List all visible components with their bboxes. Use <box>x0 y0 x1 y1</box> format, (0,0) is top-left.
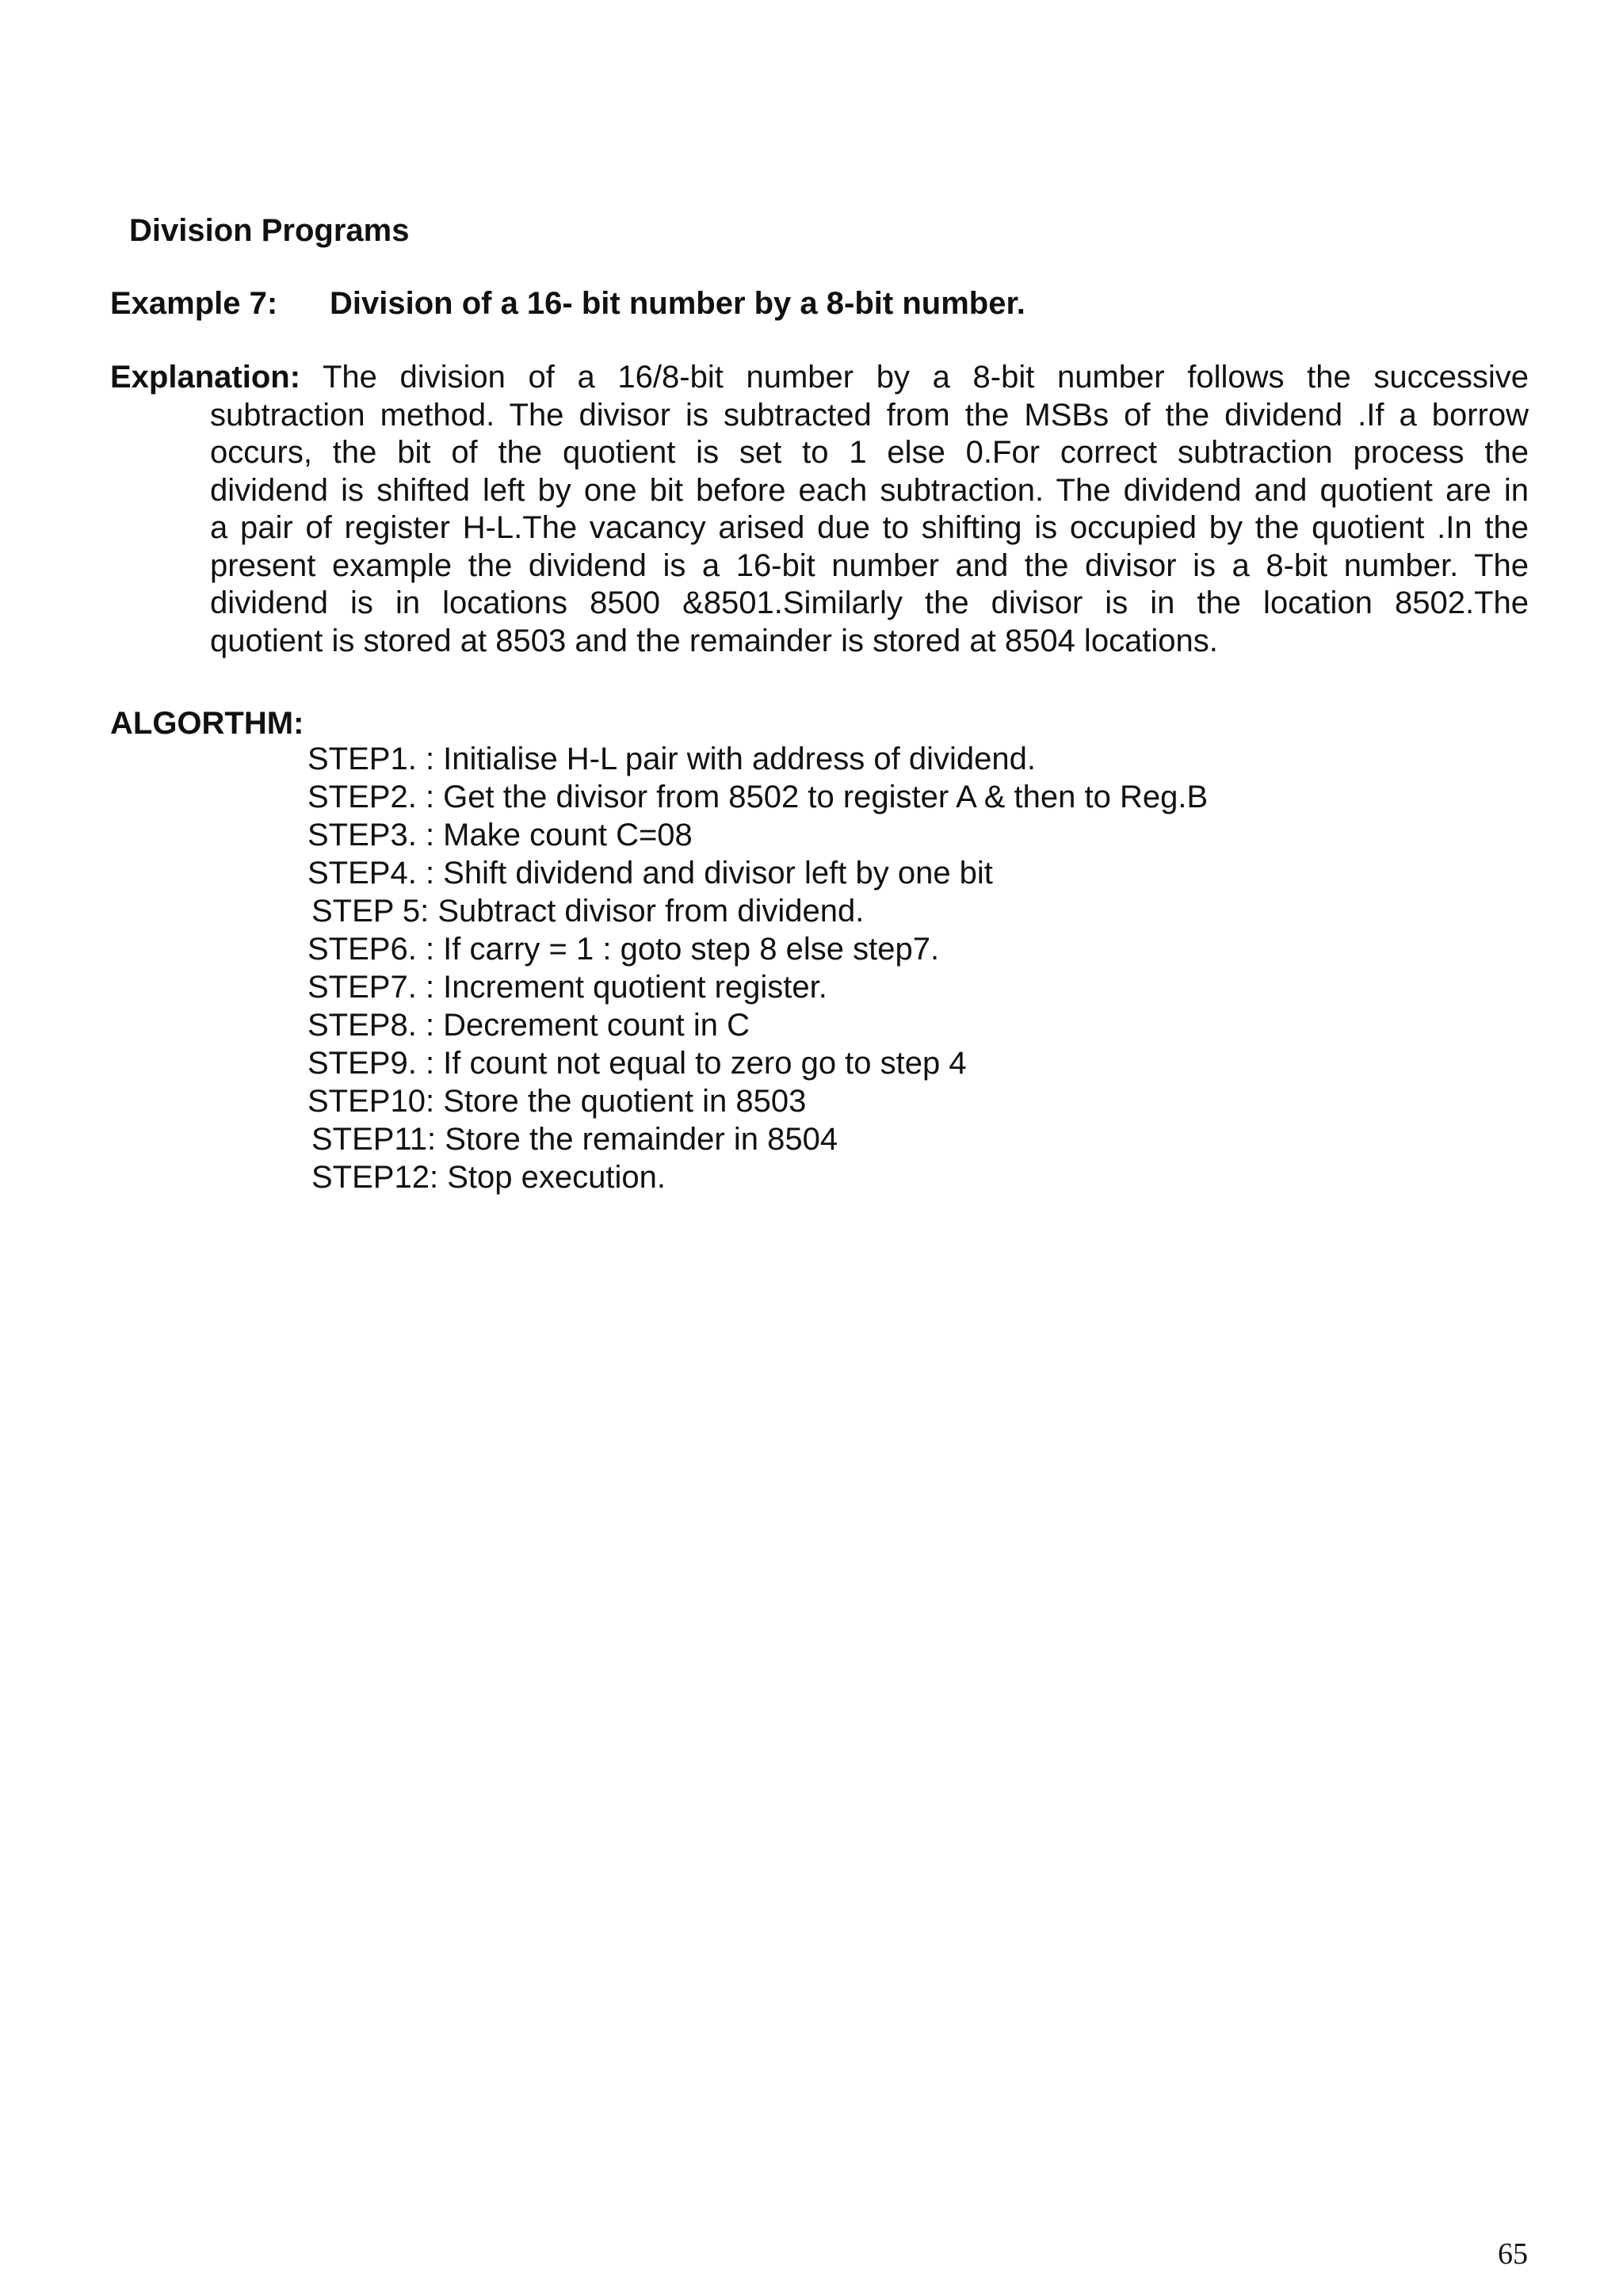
algorithm-step: STEP 5: Subtract divisor from dividend. <box>311 894 865 929</box>
example-title: Division of a 16- bit number by a 8-bit number. <box>330 286 1025 321</box>
algorithm-step: STEP4. : Shift dividend and divisor left by one bit <box>307 856 993 891</box>
algorithm-step: STEP6. : If carry = 1 : goto step 8 else step7. <box>307 932 940 967</box>
section-title: Division Programs <box>129 213 410 248</box>
algorithm-step: STEP3. : Make count C=08 <box>307 818 693 852</box>
example-label: Example 7: <box>110 286 278 321</box>
explanation-label: Explanation: <box>110 360 301 395</box>
explanation-paragraph <box>110 359 1529 660</box>
explanation-line <box>110 359 1529 397</box>
explanation-line-text: The division of a 16/8-bit number by a 8-bit number follows the successive <box>322 360 1529 395</box>
algorithm-label: ALGORTHM: <box>110 706 304 741</box>
explanation-line: occurs, the bit of the quotient is set to 1 else 0.For correct subtraction process the <box>210 435 1529 470</box>
explanation-line: dividend is shifted left by one bit before each subtraction. The dividend and quotient are in <box>210 472 1529 508</box>
algorithm-step: STEP9. : If count not equal to zero go to step 4 <box>307 1046 967 1081</box>
algorithm-step: STEP12: Stop execution. <box>311 1160 666 1195</box>
explanation-line: dividend is in locations 8500 &8501.Similarly the divisor is in the location 8502.The <box>210 585 1529 620</box>
algorithm-step: STEP11: Store the remainder in 8504 <box>311 1122 838 1157</box>
algorithm-step: STEP2. : Get the divisor from 8502 to register A & then to Reg.B <box>307 780 1209 814</box>
explanation-line: a pair of register H-L.The vacancy arised due to shifting is occupied by the quotient .In the <box>210 510 1529 545</box>
explanation-line: present example the dividend is a 16-bit number and the divisor is a 8-bit number. The <box>210 547 1529 583</box>
algorithm-step: STEP8. : Decrement count in C <box>307 1008 750 1043</box>
algorithm-step: STEP1. : Initialise H-L pair with address of dividend. <box>307 742 1036 776</box>
algorithm-step: STEP7. : Increment quotient register. <box>307 970 827 1005</box>
explanation-line: quotient is stored at 8503 and the remainder is stored at 8504 locations. <box>210 623 1218 658</box>
algorithm-step: STEP10: Store the quotient in 8503 <box>307 1084 807 1119</box>
explanation-line: subtraction method. The divisor is subtracted from the MSBs of the dividend .If a borrow <box>210 397 1529 433</box>
page-number: 65 <box>1498 2237 1528 2271</box>
